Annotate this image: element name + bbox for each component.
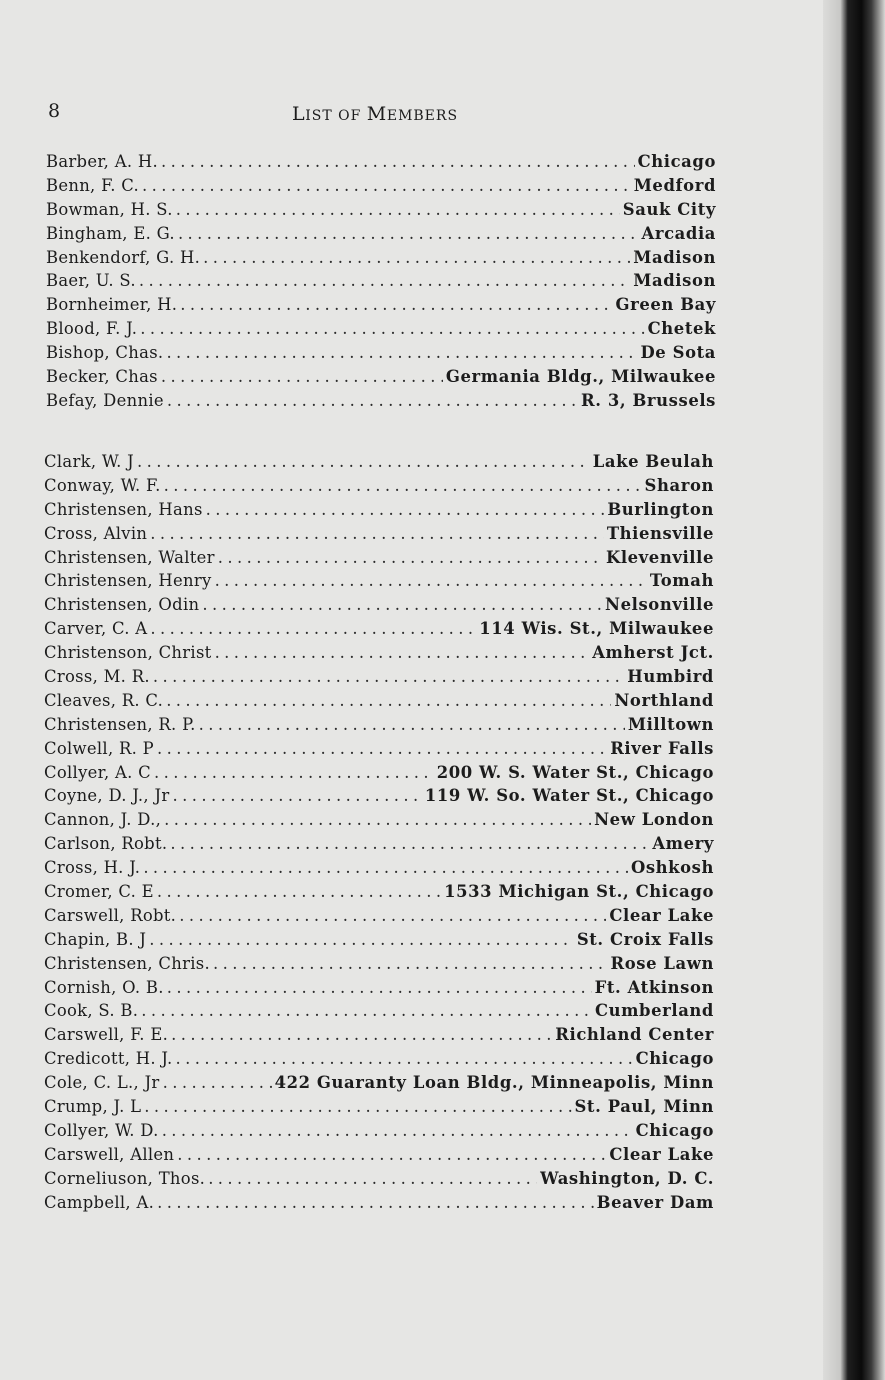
dot-leader [144,1095,571,1119]
member-name: Bornheimer, H. [46,295,178,315]
member-name: Cleaves, R. C. [44,690,164,710]
member-name: Blood, F. J. [46,319,138,339]
member-location: Cumberland [594,1001,714,1021]
page-number: 8 [48,100,61,122]
dot-leader [141,999,592,1023]
member-location: Clear Lake [609,905,714,925]
dot-leader [218,546,603,570]
member-entry [44,880,714,904]
member-location: Richland Center [555,1025,714,1045]
dot-leader [178,222,639,246]
member-name: Cole, C. L., Jr [44,1073,160,1093]
member-name: Bowman, H. S. [46,199,173,219]
member-location: Chicago [635,1049,714,1069]
member-entry [44,1023,714,1047]
running-head-part-1: IST OF [305,108,367,124]
member-entry [46,269,716,293]
dot-leader [175,1047,632,1071]
dot-leader [167,389,578,413]
member-location: Chetek [647,319,716,339]
member-list-section-b [46,150,716,413]
member-entry [44,1167,714,1191]
member-location: Madison [633,271,716,291]
member-location: Humbird [627,667,714,687]
member-name: Benkendorf, G. H. [46,247,201,267]
member-entry [44,641,714,665]
dot-leader [163,1071,272,1095]
member-name: Credicott, H. J. [44,1049,173,1069]
dot-leader [150,522,604,546]
member-entry [46,341,716,365]
member-name: Barber, A. H. [46,152,158,171]
member-location: Rose Lawn [610,953,714,973]
running-head [292,103,458,125]
dot-leader [170,832,649,856]
dot-leader [167,976,592,1000]
member-entry [44,1143,714,1167]
dot-leader [137,450,590,474]
member-name: Christensen, R. P. [44,714,196,734]
dot-leader [176,198,620,222]
member-name: Colwell, R. P [44,738,154,758]
member-name: Benn, F. C. [46,175,139,195]
member-name: Baer, U. S. [46,271,136,291]
dot-leader [149,928,574,952]
member-location: Washington, D. C. [540,1168,714,1188]
member-name: Carswell, Allen [44,1144,175,1164]
member-entry [44,1191,714,1215]
member-name: Christensen, Walter [44,547,215,567]
member-location: Chicago [635,1120,714,1140]
member-location: 114 Wis. St., Milwaukee [479,619,714,639]
dot-leader [140,317,644,341]
dot-leader [143,856,628,880]
member-name: Corneliuson, Thos. [44,1168,206,1188]
member-entry [44,450,714,474]
member-entry [44,713,714,737]
dot-leader [139,269,630,293]
member-entry [44,904,714,928]
member-location: Amherst Jct. [592,643,714,663]
dot-leader [142,174,631,198]
member-name: Cromer, C. E [44,882,154,902]
member-location: Clear Lake [609,1144,714,1164]
dot-leader [166,689,611,713]
member-entry [46,365,716,389]
member-name: Christensen, Henry [44,571,212,591]
member-name: Christensen, Chris. [44,953,211,973]
dot-leader [179,904,606,928]
dot-leader [161,150,635,174]
member-name: Cross, H. J. [44,858,141,878]
dot-leader [213,952,607,976]
member-location: Arcadia [641,223,716,243]
member-location: Burlington [607,499,714,519]
dot-leader [208,1167,537,1191]
member-name: Cook, S. B. [44,1001,139,1021]
member-location: 1533 Michigan St., Chicago [444,882,714,902]
member-entry [46,317,716,341]
member-name: Befay, Dennie [46,390,164,410]
dot-leader [157,880,441,904]
member-entry [46,246,716,270]
member-name: Carlson, Robt. [44,834,168,854]
member-name: Christensen, Odin [44,595,200,615]
member-location: River Falls [610,738,714,758]
member-entry [46,389,716,413]
member-location: Nelsonville [605,595,714,615]
member-entry [44,1095,714,1119]
member-location: Germania Bldg., Milwaukee [445,367,716,387]
dot-leader [153,665,624,689]
member-location: Tomah [649,571,714,591]
member-location: Chicago [637,152,716,171]
member-location: Lake Beulah [592,452,714,471]
member-name: Coyne, D. J., Jr [44,786,170,806]
member-entry [44,761,714,785]
member-name: Bishop, Chas. [46,343,164,363]
member-entry [44,832,714,856]
member-name: Becker, Chas [46,367,158,387]
member-name: Cross, M. R. [44,667,150,687]
member-entry [44,808,714,832]
running-head-part-2: EMBERS [386,108,459,124]
member-entry [44,689,714,713]
member-entry [44,474,714,498]
dot-leader [171,1023,552,1047]
member-location: Medford [633,175,716,195]
member-entry [46,222,716,246]
dot-leader [164,808,591,832]
member-location: Green Bay [615,295,716,315]
member-entry [46,293,716,317]
dot-leader [203,246,630,270]
member-location: Thiensville [606,523,714,543]
dot-leader [161,365,443,389]
member-location: Ft. Atkinson [594,977,714,997]
member-entry [44,737,714,761]
member-name: Carver, C. A [44,619,148,639]
member-location: De Sota [640,343,716,363]
dot-leader [202,593,602,617]
member-entry [46,198,716,222]
dot-leader [199,713,625,737]
member-entry [44,999,714,1023]
member-name: Carswell, Robt. [44,905,177,925]
member-name: Bingham, E. G. [46,223,175,243]
member-entry [44,928,714,952]
member-entry [44,1119,714,1143]
member-location: Amery [652,834,714,854]
member-location: 119 W. So. Water St., Chicago [424,786,714,806]
member-name: Conway, W. F. [44,475,161,495]
member-entry [44,498,714,522]
running-head-initial-1: L [292,103,306,125]
member-entry [46,150,716,174]
member-name: Campbell, A. [44,1192,155,1212]
dot-leader [154,761,434,785]
member-name: Cannon, J. D., [44,810,162,830]
member-name: Crump, J. L [44,1097,142,1117]
dot-leader [180,293,612,317]
member-location: Klevenville [605,547,714,567]
member-name: Collyer, W. D. [44,1120,159,1140]
member-name: Collyer, A. C [44,762,152,782]
member-entry [44,569,714,593]
member-entry [44,1047,714,1071]
dot-leader [166,341,637,365]
dot-leader [150,617,476,641]
member-entry [44,952,714,976]
dot-leader [162,1119,633,1143]
member-location: Sauk City [622,199,716,219]
dot-leader [206,498,605,522]
dot-leader [215,641,590,665]
member-entry [44,1071,714,1095]
member-entry [44,617,714,641]
member-name: Christenson, Christ [44,643,212,663]
member-name: Carswell, F. E. [44,1025,169,1045]
member-entry [44,856,714,880]
dot-leader [157,1191,594,1215]
dot-leader [215,569,647,593]
member-entry [44,593,714,617]
dot-leader [164,474,642,498]
dot-leader [157,737,607,761]
member-name: Christensen, Hans [44,499,203,519]
page-binding-edge [823,0,885,1380]
member-location: Beaver Dam [596,1192,714,1212]
member-list-section-c [44,450,714,1215]
dot-leader [177,1143,606,1167]
member-location: R. 3, Brussels [581,390,716,410]
member-location: Sharon [644,475,714,495]
member-location: Madison [633,247,716,267]
member-entry [44,546,714,570]
member-entry [46,174,716,198]
member-location: 422 Guaranty Loan Bldg., Minneapolis, Minn [274,1073,714,1093]
running-head-initial-2: M [366,103,387,125]
member-location: 200 W. S. Water St., Chicago [436,762,714,782]
member-entry [44,784,714,808]
member-entry [44,522,714,546]
member-location: Milltown [627,714,714,734]
member-location: Oshkosh [630,858,714,878]
member-location: St. Croix Falls [576,929,714,949]
member-name: Cross, Alvin [44,523,148,543]
member-entry [44,665,714,689]
member-location: Northland [614,690,714,710]
member-name: Cornish, O. B. [44,977,164,997]
member-location: St. Paul, Minn [574,1097,714,1117]
member-name: Chapin, B. J [44,929,147,949]
member-location: New London [594,810,714,830]
member-entry [44,976,714,1000]
member-name: Clark, W. J [44,452,135,471]
dot-leader [172,784,421,808]
